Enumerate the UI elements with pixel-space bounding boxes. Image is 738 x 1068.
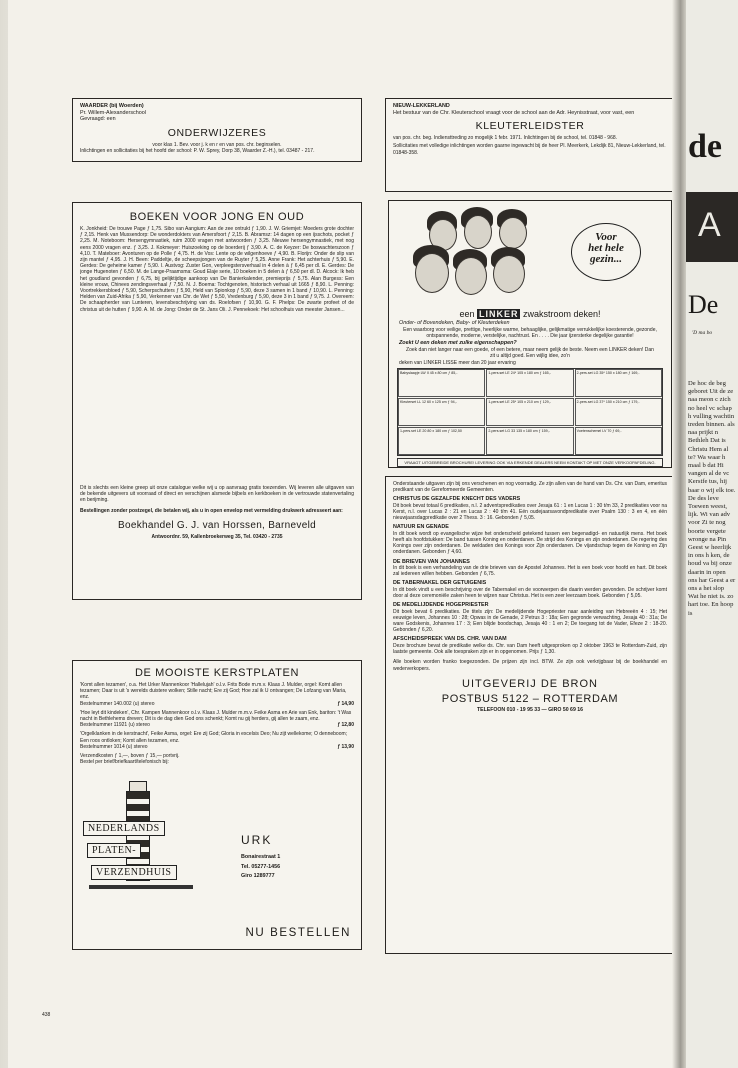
publisher-name: UITGEVERIJ DE BRON <box>462 677 598 690</box>
book-title: DE BRIEVEN VAN JOHANNES <box>393 558 470 565</box>
right-page <box>686 0 738 1068</box>
logo-word: NEDERLANDS <box>83 821 165 836</box>
record-text: 'Orgelklanken in de kerstnacht', Feike Asma, orgel: Ere zij God; Gloria in excelsis Deo; Nu zijt wellekome; O denneboom; Een roos ontloken; Komt allen tezamen, enz. <box>80 731 348 744</box>
shop-name: Boekhandel G. J. van Horssen, Barneveld <box>118 519 316 531</box>
book-desc: Deze brochure bevat de predikatie welke ds. Chr. van Dam heeft uitgesproken op 2 oktober 1963 te Rotterdam-Zuid, zijn laatste gemeente. Ook alle toespraken zijn er in opgenomen. Prijs ƒ 1,30. <box>393 642 667 656</box>
ad-heading: WAARDER (bij Woerden) <box>80 103 144 109</box>
dark-block: A <box>686 192 738 262</box>
book-title: AFSCHEIDSPREEK VAN DS. CHR. VAN DAM <box>393 636 507 643</box>
book-desc: Dit boek bevat 6 predikaties. De titels zijn: De medelijdende Hogepriester naar aanleiding van Hebreeën 4 : 15; Het eeuwige leven, Johannes 10 : 28; Opwas in de Genade, 2 Petrus 3 : 18a; Een gegronde verwachting, Jesaja 40 : 31a; De ware Godskenis, Johannes 17 : 3; Een blijde boodschap, Jesaja 40 : 1 en 2; De toegang tot de Vader, Efeze 2 : 18-20. Gebonden ƒ 6,20. <box>393 608 667 634</box>
logo-word: VERZENDHUIS <box>91 865 177 880</box>
record-price: ƒ 14,90 <box>337 700 354 707</box>
shipping-note: Verzendkosten ƒ 1,—, boven ƒ 15,— portvrij. <box>80 753 180 760</box>
tagline: een LINKER zwakstroom deken! <box>459 309 601 319</box>
record-order: Bestelnummer 140.002 (u) stereo <box>80 700 155 707</box>
shop-giro: Giro 1289777 <box>241 873 275 880</box>
ad-text: Bestellingen zonder postzegel, die betalen wij, als u in open envelop met vermelding drukwerk adresseert aan: <box>80 507 343 514</box>
left-page <box>8 0 672 1068</box>
price-cell: Kleuterset LL 12 60 x 125 cm ƒ 94,- <box>398 398 485 426</box>
order-cta: NU BESTELLEN <box>245 927 351 939</box>
ad-text: Een waarborg voor veilige, prettige, heerlijke warme, behaaglijke, gelijkmatige verrukkelijke koesterende, gezonde, ontspannende, moderne, verstelijke, nachtrust. En . . . . Die jaar ijzersterke degelijke garantie! <box>403 326 657 339</box>
book-list: K. Jonkheid: De trouwe Page ƒ 1,75. Sibo van Aangium: Aan de zee ontrukt ƒ 1,90. J. W. Griemjet: Moeders grote dochter ƒ 2,15. Henk van Mussendorp: De wonderdokters van Amersfoort ƒ 2,15. B. Abramsz: 14 dagen op een ijsschots, pocket ƒ 2,25. M. Noteboom: Hersengymnastiek, ruim 2000 vragen met antwoorden ƒ 3,25. Nieuwe hersengymnastiek, met nog eens 2000 vragen enz. ƒ 3,25. J. Kokmeyer: Huiszoeking op de boerderij ƒ 3,90. A. C. de Keyzer: De boswachterszoon ƒ 4,10. T. Mateboer: Avonturen op de Polle ƒ 4,75. H. de Vos: Lente op de wilgenhoeve ƒ 4,90. B. Florijn: Onder de slip van zijn mantel ƒ 4,95. J. H. Been: Paddeltje, de scheepsjongen van de Ruyter ƒ 5,25. Anne Frank: Het achterhuis ƒ 5,90. E. Gerdes: De geheime kamer ƒ 5,90. I. Austvog: Zuster Gon, verpleegstersverhaal in 4 delen à ƒ 6,45 per dl. E. Gerdes: De jonge Hugenoten ƒ 6,50. M. de Lange-Praamsma: Goud Elaje serie, 10 boeken in 5 delen à ƒ 6,50 per dl. D. Alcock: Ik heb het goudland gevonden ƒ 6,75, bij gelijktijdige aankoop van De Banierkalender, premieprijs ƒ 5,75. Alan Burgess: Een kleine vrouw, Chinees zendingsverhaal ƒ 7,50. N. J. Boema: Tochtgenoten, historisch verhaal uit 1665 ƒ 8,90. L. Penning: Voortrekkersbloed ƒ 5,90, Scherpschutters ƒ 5,90, Held van Spionkop ƒ 5,90, deze 3 samen in 1 band ƒ 10,90. L. Penning: Helden van Zuid-Afrika ƒ 5,90, Verkenner van Chr. de Wet ƒ 5,50, Vredenburg ƒ 5,90, deze 3 in 1 band ƒ 9,75. J. Overeem: De schaapherder van Lunteren, levensbeschrijving van ds. Roelofsen ƒ 10,90. G. F. Phelps: De zwarte profeet of de christus uit de hutten ƒ 9,90. A. M. de Jong: Onder de St. Jans Oli. J. Pennekoek: Het schoolhuis van meester Jansen... <box>80 226 354 313</box>
page-number: 438 <box>42 1012 51 1018</box>
ad-text: Sollicitaties met volledige inlichtingen worden gaarne ingewacht bij de heer Pl. Meerkerk, Lekdijk 81, Nieuw-Lekkerland, tel. 01848-358. <box>393 143 666 156</box>
ad-title: DE MOOISTE KERSTPLATEN <box>135 667 299 679</box>
ad-question: Zoekt U een deken met zulke eigenschappen? <box>399 340 517 346</box>
ad-title: BOEKEN VOOR JONG EN OUD <box>129 211 305 223</box>
ad-text: deken van LINKER LISSE meer dan 20 jaar ervaring <box>399 360 516 366</box>
record-text: 'Hoe leyt dit kindeken', Chr. Kampen Mannenkoor o.l.v. Klaas J. Mulder m.m.v. Feike Asma en Arie van Enk, bariton: 't Was nacht in Bethlehems dreven; Dit is de dag dien God ons schenkt; Komt nu gij herders, gij allen te zaam, enz. <box>80 709 352 723</box>
ad-kerstplaten <box>72 660 362 950</box>
price-cell: Babyslaapje LW II 45 x 80 cm ƒ 85,- <box>398 369 485 397</box>
ad-text: Gevraagd: een <box>80 116 116 123</box>
shop-street: Bonairestraat 1 <box>241 854 281 860</box>
book-desc: In dit boek is een verhandeling van de drie brieven van de Apostel Johannes. Het is een boek voor hoofd en hart. Dit boek zal iedereen willen hebben. Gebonden ƒ 6,75. <box>393 565 667 578</box>
ad-text: van pos. chr. beg. Indiensttreding zo mogelijk 1 febr. 1971. Inlichtingen bij de school, tel. 01848 - 968. <box>393 135 618 142</box>
ad-title: ONDERWIJZERES <box>167 126 267 139</box>
price-cell: 1-pers.set LE 24* 105 x 180 cm ƒ 165,- <box>486 369 573 397</box>
price-cell: 1-pers.set LE 20 80 x 180 cm ƒ 102,50 <box>398 427 485 455</box>
record-order: Bestelnummer 1014 (u) stereo <box>80 743 148 750</box>
intro-fragment: 'D ma bo <box>692 330 713 336</box>
ad-heading: NIEUW-LEKKERLAND <box>393 103 450 109</box>
ad-de-bron <box>385 476 675 954</box>
book-title: DE MEDELIJDENDE HOGEPRIESTER <box>393 602 489 609</box>
ad-text: Zoek dan niet langer naar een goede, of een betere, maar neem gelijk de beste. Neem een LINKER deken! Dan zit u altijd goed. Een wijlig idee, zo'n <box>406 346 654 359</box>
ad-boeken <box>72 202 362 600</box>
ad-linker <box>388 200 672 468</box>
book-desc: In dit boek wordt op evangelische wijze het onderscheid getekend tussen een begenadigd- en natuurlijk mens. Het boek heeft als hoofdstukken: De band tussen Koning en onderdanen. De strijd des Konings en zijn onderdanen. De regering des Konings over zijn onderdanen. De weldaden des Konings voor Zijn onderdanen. De vijandschap tegen de Koning en Zijn onderdanen. Gebonden ƒ 4,60. <box>393 530 667 556</box>
shop-tel: Tel. 05277-1456 <box>241 863 281 870</box>
shop-address: Antwoordnr. 59, Kallenbroekerweg 35, Tel. 03420 - 2735 <box>151 533 283 540</box>
ad-subheading: Onder- of Bovendeken, Baby- of Kleuterdeken <box>399 320 510 326</box>
ad-text: Alle boeken worden franko toegezonden. De prijzen zijn incl. BTW. Ze zijn ook verkrijgbaar bij de boekhandel en wederverkopers. <box>393 659 667 672</box>
publisher-phone: TELEFOON 010 - 19 95 33 — GIRO 50 69 16 <box>476 706 584 713</box>
ad-lekkerland <box>385 98 675 192</box>
record-price: ƒ 13,90 <box>337 743 354 750</box>
book-title: CHRISTUS DE GEZALFDE KNECHT DES VADERS <box>393 496 521 503</box>
headline-fragment: de <box>688 128 722 165</box>
ad-title: KLEUTERLEIDSTER <box>475 120 585 133</box>
family-illustration <box>409 205 651 307</box>
book-gutter <box>672 0 686 1068</box>
price-cell: Voetenschemel LV 70 ƒ 69,- <box>575 427 662 455</box>
logo-word: PLATEN- <box>87 843 141 858</box>
ad-text: Het bestuur van de Chr. Kleuterschool vraagt voor de school aan de Adr. Heynisstraat, voor vast, een <box>393 109 635 116</box>
ad-waarder <box>72 98 362 162</box>
ad-text: voor klas 1. Bev. voor j. k en r en van pos. chr. beginselen. <box>152 141 282 148</box>
brochure-note: VRAAGT UITGEBREIDE BROCHURE! LEVERING OOK VIA ERKENDE DEALERS NEEM KONTAKT OP MET ONZE VERKOOPAFDELING. <box>397 458 663 467</box>
record-order: Bestelnummer 11921 (u) stereo <box>80 722 150 729</box>
book-desc: Dit boek bevat totaal 6 predikaties, n.l. 2 adventspredikaties over Jesaja 61 : 1 en Lucas 1 : 30 t/m 33, 2 predikaties voor na Kerst, n.l. over Lucas 2 : 21 en Lucas 2 : 40 t/m 41. Eén oudejaarsavondpredikatie over Psalm 130 : 3 en 4, en één nieuwjaarsdagpredikatie over 2 Thess. 3 : 16. Gebonden ƒ 5,05. <box>393 502 667 522</box>
lighthouse-logo <box>81 781 201 916</box>
price-cell: 2-pers.set LG 35* 150 x 180 cm ƒ 169,- <box>575 369 662 397</box>
book-title: DE TABERNAKEL DER GETUIGENIS <box>393 580 487 587</box>
publisher-postbus: POSTBUS 5122 – ROTTERDAM <box>441 692 619 705</box>
order-note: Bestel per brief/briefkaart/telefonisch bij: <box>80 759 169 766</box>
slogan-bubble: Voor het hele gezin... <box>571 223 641 281</box>
body-fragment: De hoc de beg geboret Uit de ze naa meon c zich no heel vc schap h vulling wachtin treden binnen. als naa prijkt n Bethleh Dat is Christu Hem al te? Wa waar h maal b dat Hi vangen al de vc Kerstfe tus, hij baar o wij elk toe. De des leve Toewen weest, lijk. Wi van adv voor Zi te nog boorte vergete wronge na Pin Geest w heerlijk in ons h ken, de houd va bij onze daarin in open ons har Geest a er ons a het slop Wat he niet is. zo hart toe. En hoop is <box>688 380 736 617</box>
shop-city: URK <box>241 833 273 847</box>
price-cell: 2-pers.set LG 37* 150 x 210 cm ƒ 179,- <box>575 398 662 426</box>
price-cell: 2-pers.set LG 33 135 x 180 cm ƒ 159,- <box>486 427 573 455</box>
book-title: NATUUR EN GENADE <box>393 524 449 531</box>
book-desc: In dit boek vindt u een beschrijving over de Tabernakel en de voorwerpen die daarin werden gevonden. De schrijver komt door al deze ceremoniële zaken heen te wijzen naar Christus. Het is een zeer leerzaam boek. Gebonden ƒ 5,05. <box>393 586 667 600</box>
price-table <box>397 368 663 456</box>
price-cell: 1-pers.set LE 25* 105 x 210 cm ƒ 129,- <box>486 398 573 426</box>
section-heading: De <box>688 290 719 319</box>
ad-text: Inlichtingen en sollicitaties bij het hoofd der school: P. W. Sprey, Dorp 38, Waarder Z.-H.), tel. 03487 - 217. <box>80 147 315 154</box>
brand-label: LINKER <box>478 309 519 319</box>
record-text: 'Komt allen tezamen', o.a. Het Urker Mannenkoor 'Hallelujah' o.l.v. Frits Bode m.m.v. Klaas J. Mulder, orgel: Komt allen tezamen; Daar is uit 's werelds duistere wolken; Stille nacht; Ere zij God; Hoe zal ik U ontvangen; De Lofzang van Maria, enz. <box>80 682 347 701</box>
ad-subheading: Pr. Willem-Alexanderschool <box>80 109 146 116</box>
record-price: ƒ 12,80 <box>337 722 354 729</box>
ad-text: Dit is slechts een kleine greep uit onze catalogue welke wij u op aanvraag gratis toezenden. Wij leveren alle uitgaven van de bekende uitgevers uit voorraad of direct en verschijnen alsmede bijbels en kerkboeken in de vertrouwde statenvertaling en berijming. <box>80 485 354 504</box>
ad-intro: Onderstaande uitgaven zijn bij ons verschenen en nog voorradig. Ze zijn allen van de hand van Ds. Chr. van Dam, emeritus predikant van de Gereformeerde Gemeenten. <box>393 481 667 494</box>
